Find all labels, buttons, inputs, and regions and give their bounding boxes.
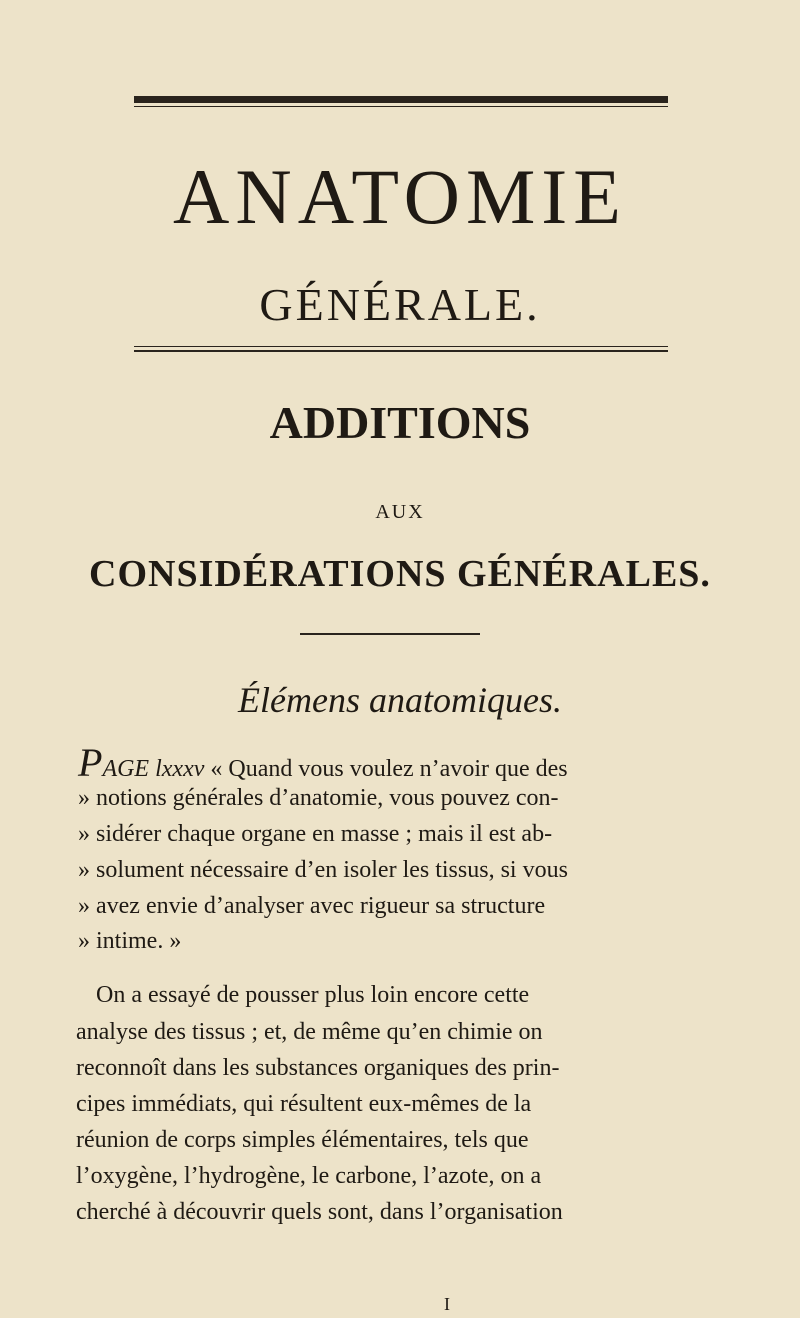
section-subject: CONSIDÉRATIONS GÉNÉRALES. [89, 553, 711, 595]
subsection-heading: Élémens anatomiques. [238, 680, 562, 720]
top-thin-rule [134, 106, 668, 107]
paragraph-line: réunion de corps simples élémentaires, tels que [76, 1127, 529, 1153]
top-thick-rule [134, 96, 668, 103]
signature-mark: I [444, 1294, 450, 1314]
page-title: ANATOMIE [173, 153, 627, 240]
quote-line: » solument nécessaire d’en isoler les tissus, si vous [78, 857, 568, 883]
paragraph-line: reconnoît dans les substances organiques des prin- [76, 1055, 560, 1081]
paragraph-line: On a essayé de pousser plus loin encore cette [96, 982, 530, 1008]
page-subtitle: GÉNÉRALE. [259, 279, 541, 330]
quote-line: » intime. » [78, 928, 182, 954]
short-divider [300, 633, 480, 635]
paragraph-line: analyse des tissus ; et, de même qu’en chimie on [76, 1019, 543, 1045]
section-heading: ADDITIONS [269, 397, 531, 448]
subtitle-rule-bottom [134, 350, 668, 352]
quote-line: » sidérer chaque organe en masse ; mais il est ab- [78, 821, 553, 847]
quote-line: » notions générales d’anatomie, vous pouvez con- [78, 785, 559, 811]
page-reference: PAGE lxxxv [78, 740, 205, 785]
quote-line: PAGE lxxxv « Quand vous voulez n’avoir que des [78, 740, 568, 785]
quote-line: » avez envie d’analyser avec rigueur sa structure [78, 893, 546, 919]
subtitle-rule-top [134, 346, 668, 347]
paragraph-line: cherché à découvrir quels sont, dans l’organisation [76, 1199, 563, 1225]
paragraph-line: cipes immédiats, qui résultent eux-mêmes de la [76, 1091, 532, 1117]
paragraph-line: l’oxygène, l’hydrogène, le carbone, l’azote, on a [76, 1163, 542, 1189]
section-connector: AUX [375, 501, 425, 523]
